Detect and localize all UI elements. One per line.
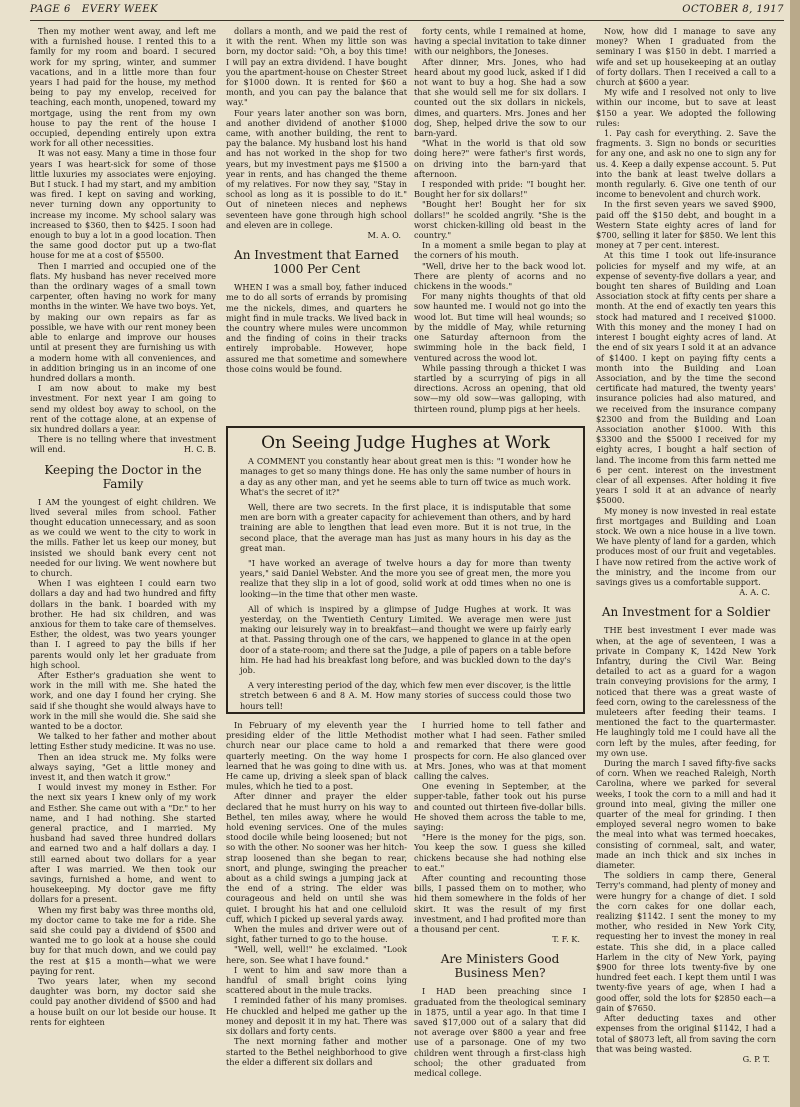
paragraph: A very interesting period of the day, which few men ever discover, is the little stretch between 6 and 8 A. M. How many stories of success could those two hours tell!: [240, 680, 571, 711]
paragraph: In a moment a smile began to play at the corners of his mouth.: [414, 240, 586, 261]
paragraph: "Here is the money for the pigs, son. You keep the sow. I guess she killed chickens because she had nothing else to eat.": [414, 832, 586, 873]
paragraph: The next morning father and mother started to the Bethel neighborhood to give the elder a different six dollars and: [226, 1036, 407, 1067]
column-2-bottom: [226, 720, 407, 1096]
paragraph: During the march I saved fifty-five sacks of corn. When we reached Raleigh, North Carolina, where we parked for several weeks, I took the corn to a mill and had it ground into meal, giving the miller one quarter of the meal for grinding. I then employed several negro women to bake the meal into what was termed hoecakes, consisting of cornmeal, salt, and water, made an inch thick and six inches in diameter.: [596, 758, 776, 871]
paragraph: "I have worked an average of twelve hours a day for more than twenty years," said Daniel Webster. And the more you see of great men, the more you realize that they slip in a lot of good, solid work at odd times when no one is looking—in the time that other men waste.: [240, 558, 571, 599]
paragraph: I hurried home to tell father and mother what I had seen. Father smiled and remarked that there were good prospects for corn. He also glanced over at Mrs. Jones, who was at that moment calling the calves.: [414, 720, 586, 782]
article-heading: Are Ministers Good Business Men?: [440, 952, 560, 981]
paragraph: After Esther's graduation she went to work in the mill with me. She hated the work, and one day I found her crying. She said if she thought she would always have to work in the mill she would die. She said she wanted to be a doctor.: [30, 669, 216, 731]
paragraph: One evening in September, at the supper-table, father took out his purse and counted out thirteen five-dollar bills. He shoved them across the table to me, saying:: [414, 781, 586, 833]
signature: A. A. C.: [739, 587, 770, 598]
paragraph: In February of my eleventh year the presiding elder of the little Methodist church near our place came to hold a quarterly meeting. On the way home I learned that he was going to dine with us. He came up, driving a sleek span of black mules, which he tied to a post.: [226, 720, 407, 792]
paragraph: Well, there are two secrets. In the first place, it is indisputable that some men are born with a greater capacity for achievement than others, and by hard training are able to lengthen that lead even more. But it is not true, in the second place, that the average man has just as many hours in his day as the great man.: [240, 502, 571, 553]
article-heading: Keeping the Doctor in the Family: [44, 462, 202, 491]
paragraph: 1. Pay cash for everything. 2. Save the fragments. 3. Sign no bonds or securities for any one, and ask no one to sign any for us. 4. Keep a daily expense account. 5. Put into the bank at least twelve dollars a month regularly. 6. Give one tenth of our income to benevolent and church work.: [596, 128, 776, 200]
paragraph: Now, how did I manage to save any money? When I graduated from the seminary I was $150 in debt. I married a wife and set up housekeeping at an outlay of forty dollars. Then I received a call to a church at $600 a year.: [596, 26, 776, 88]
signature: T. F. K.: [552, 934, 580, 945]
paragraph: "Bought her! Bought her for six dollars!" he scolded angrily. "She is the worst chicken-killing old beast in the country.": [414, 199, 586, 241]
paragraph: My money is now invested in real estate first mortgages and Building and Loan stock. We own a nice house in a live town. We have plenty of land for a garden, which produces most of our fruit and vegetables. I have now retired from the active work of the ministry, and the income from our savings gives us a comfortable support.: [596, 505, 776, 587]
paragraph: When my first baby was three months old, my doctor came to take me for a ride. She said she could pay a dividend of $500 and wanted me to go look at a house she could buy for that much down, and we could pay the rest at $15 a month—what we were paying for rent.: [30, 904, 216, 976]
paragraph: There is no telling where that investment will end. H. C. B.: [30, 434, 216, 455]
paragraph: I HAD been preaching since I graduated from the theological seminary in 1875, until a year ago. In that time I saved $17,000 out of a salary that did not average over $800 a year and free use of a parsonage. One of my two children went through a first-class high school; the other graduated from medical college.: [414, 986, 586, 1079]
paragraph: When the mules and driver were out of sight, father turned to go to the house.: [226, 924, 407, 945]
page-header: [30, 4, 784, 20]
paragraph: My wife and I resolved not only to live within our income, but to save at least $150 a year. We adopted the following rules:: [596, 87, 776, 128]
paragraph: Then I married and occupied one of the flats. My husband has never received more than the ordinary wages of a small town carpenter, often having no work for many months in the winter. We have two boys. Yet, by making our own repairs as far as possible, we have with our rent money been able to enlarge and improve our houses until at present they are furnishing us with a modern home with all conveniences, and in addition bringing us in an income of one hundred dollars a month.: [30, 260, 216, 383]
paragraph: The soldiers in camp there, General Terry's command, had plenty of money and were hungry for a change of diet. I sold the corn cakes for one dollar each, realizing $1142. I sent the money to my mother, who resided in New York City, requesting her to invest the money in real estate. This she did, in a place called Harlem in the city of New York, paying $900 for three lots twenty-five by one hundred feet each. I kept them until I was twenty-five years of age, when I had a good offer, sold the lots for $2850 each—a gain of $7650.: [596, 870, 776, 1013]
paragraph: WHEN I was a small boy, father induced me to do all sorts of errands by promising me the nickels, dimes, and quarters he might find in mule tracks. We lived back in the country where mules were uncommon and the finding of coins in their tracks entirely improbable. However, hope assured me that sometime and somewhere those coins would be found.: [226, 282, 407, 374]
paragraph: I reminded father of his many promises. He chuckled and helped me gather up the money and deposit it in my hat. There was six dollars and forty cents.: [226, 995, 407, 1037]
paragraph: I am now about to make my best investment. For next year I am going to send my oldest boy away to school, on the rent of the cottage alone, at an expense of six hundred dollars a year.: [30, 383, 216, 434]
paragraph: I responded with pride: "I bought her. Bought her for six dollars!": [414, 179, 586, 200]
paragraph: "What in the world is that old sow doing here?" were father's first words, on driving into the barn-yard that afternoon.: [414, 138, 586, 179]
paragraph: A COMMENT you constantly hear about great men is this: "I wonder how he manages to get so many things done. He has only the same number of hours in a day as any other man, and yet he seems able to turn off twice as much work. What's the secret of it?": [240, 456, 571, 497]
article-heading: An Investment for a Soldier: [601, 605, 771, 620]
paragraph: After dinner, Mrs. Jones, who had heard about my good luck, asked if I did not want to buy a hog. She had a sow that she would sell me for six dollars. I counted out the six dollars in nickels, dimes, and quarters. Mrs. Jones and her dog, Shep, helped drive the sow to our barn-yard.: [414, 56, 586, 139]
column-1: [30, 26, 216, 1096]
magazine-name: EVERY WEEK: [81, 4, 159, 15]
signature: G. P. T.: [742, 1053, 770, 1064]
column-3-bottom: [414, 720, 586, 1096]
column-3: [414, 26, 586, 422]
signature: H. C. B.: [183, 444, 216, 455]
paragraph: After deducting taxes and other expenses from the original $1142, I had a total of $8073 left, all from saving the corn that was being wasted.: [596, 1013, 776, 1054]
boxed-article: [226, 426, 585, 714]
paragraph: Then my mother went away, and left me with a furnished house. I rented this to a family for my room and board. I secured work for my spring, winter, and summer vacations, and in a little more than four years I had paid for the house, my method being to pay my envelop, received for teaching, each month, unopened, toward my mortgage, using the rent from my own house to pay the rent of the house I occupied, depending entirely upon extra work for all other necessities.: [30, 26, 216, 149]
paragraph: THE best investment I ever made was when, at the age of seventeen, I was a private in Company K, 142d New York Infantry, during the Civil War. Being detailed to act as a guard for a wagon train conveying provisions for the army, I noticed that there was a great waste of feed corn, owing to the carelessness of the muleteers after feeding their teams. I mentioned the fact to the quartermaster. He laughingly told me I could have all the corn left by the mules, after feeding, for my own use.: [596, 625, 776, 758]
paragraph: At this time I took out life-insurance policies for myself and my wife, at an expense of seventy-five dollars a year, and bought ten shares of Building and Loan Association stock at fifty cents per share a month. At the end of exactly ten years this stock had matured and I received $1000. With this money and the money I had on interest I bought eighty acres of land. At the end of six years I sold it at an advance of $1400. I kept on paying fifty cents a month into the Building and Loan Association, and by the time the second certificate had matured, the twenty years' insurance policies had also matured, and we received from the insurance company $2300 and from the Building and Loan Association another $1000. With this $3300 and the $5000 I received for my eighty acres, I bought a half section of land. The income from this farm netted me 6 per cent. interest on the investment clear of all expenses. After holding it five years I sold it at an advance of nearly $5000.: [596, 250, 776, 506]
article-heading: An Investment that Earned 1000 Per Cent: [234, 248, 399, 277]
signature: M. A. O.: [367, 230, 401, 241]
page-number: PAGE 6 EVERY WEEK: [30, 4, 159, 15]
paragraph: Four years later another son was born, and another dividend of another $1000 came, with another building, the rent to pay the balance. My husband lost his hand and has not worked in the shop for two years, but my investment pays me $1500 a year in rents, and has changed the theme of my relatives. For now they say, "Stay in school as long as it is possible to do it." Out of nineteen nieces and nephews seventeen have gone through high school and eleven are in college.: [226, 107, 407, 230]
header-rule: [30, 20, 784, 21]
paragraph: dollars a month, and we paid the rest of it with the rent. When my little son was born, my doctor said: "Oh, a boy this time! I will pay an extra dividend. I have bought you the apartment-house on Chester Street for $1000 down. It is rented for $60 a month, and you can pay the balance that way.": [226, 26, 407, 108]
paragraph: Then an idea struck me. My folks were always saying, "Get a little money and invest it, and then watch it grow.": [30, 751, 216, 783]
paragraph: "Well, drive her to the back wood lot. There are plenty of acorns and no chickens in the woods.": [414, 260, 586, 292]
paragraph: Two years later, when my second daughter was born, my doctor said she could pay another dividend of $500 and had a house built on our lot beside our house. It rents for eighteen: [30, 976, 216, 1027]
paragraph: While passing through a thicket I was startled by a scurrying of pigs in all directions. Across an opening, that old sow—my old sow—was galloping, with thirteen round, plump pigs at her heels.: [414, 362, 586, 414]
paragraph: forty cents, while I remained at home, having a special invitation to take dinner with our neighbors, the Joneses.: [414, 26, 586, 57]
paragraph: For many nights thoughts of that old sow haunted me. I would not go into the wood lot. But time will heal wounds; so by the middle of May, while returning one Saturday afternoon from the swimming hole in the back field, I ventured across the wood lot.: [414, 291, 586, 363]
paragraph: After dinner and prayer the elder declared that he must hurry on his way to Bethel, ten miles away, where he would hold evening services. One of the mules stood docile while being loosened; but not so with the other. No sooner was her hitch-strap loosened than she began to rear, snort, and plunge, swinging the preacher about as a child swings a jumping jack at the end of a string. The elder was courageous and held on until she was quiet. I brought his hat and one celluloid cuff, which I picked up several yards away.: [226, 791, 407, 924]
issue-date: OCTOBER 8, 1917: [682, 4, 784, 15]
paragraph: All of which is inspired by a glimpse of Judge Hughes at work. It was yesterday, on the Twentieth Century Limited. We average men were just making our leisurely way in to breakfast—and thought we were up fairly early at that. Passing through one of the cars, we happened to glance in at the open door of a state-room; and there sat the Judge, a pile of papers on a table before him. He had had his breakfast long before, and was buckled down to the day's job.: [240, 603, 571, 676]
page-spine-edge: [790, 0, 800, 1107]
paragraph: I would invest my money in Esther. For the next six years I knew only of my work and Esther. She came out with a "Dr." to her name, and I had nothing. She started general practice, and I married. My husband had saved three hundred dollars and earned two and a half dollars a day. I still earned about two dollars for a year after I was married. We then took our savings, furnished a home, and went to housekeeping. My doctor gave me fifty dollars for a present.: [30, 782, 216, 905]
paragraph: We talked to her father and mother about letting Esther study medicine. It was no use.: [30, 731, 216, 752]
column-4: [596, 26, 776, 1096]
paragraph: In the first seven years we saved $900, paid off the $150 debt, and bought in a Western State eighty acres of land for $700, selling it later for $850. We lent this money at 7 per cent. interest.: [596, 199, 776, 251]
paragraph: I AM the youngest of eight children. We lived several miles from school. Father thought education unnecessary, and as soon as we could we went to the city to work in the mills. Father let us keep our money, but insisted we should bank every cent not needed for our living. We went nowhere but to church.: [30, 496, 216, 578]
paragraph: I went to him and saw more than a handful of small bright coins lying scattered about in the mule tracks.: [226, 964, 407, 996]
box-title: On Seeing Judge Hughes at Work: [261, 433, 550, 453]
paragraph: It was not easy. Many a time in those four years I was heart-sick for some of those little luxuries my associates were enjoying. But I stuck. I had my start, and my ambition was fired. I kept on saving and working, never turning down any opportunity to increase my income. My school salary was increased to $360, then to $425. I soon had enough to buy a lot in a good location. Then the same good doctor put up a two-flat house for me at a cost of $5500.: [30, 148, 216, 261]
paragraph: "Well, well, well!" he exclaimed. "Look here, son. See what I have found.": [226, 944, 407, 965]
column-2: [226, 26, 407, 422]
paragraph: When I was eighteen I could earn two dollars a day and had two hundred and fifty dollars in the bank. I boarded with my brother. He had six children, and was anxious for them to take care of themselves. Esther, the oldest, was two years younger than I. I agreed to pay the bills if her parents would only let her graduate from high school.: [30, 578, 216, 670]
paragraph: After counting and recounting those bills, I passed them on to mother, who hid them somewhere in the folds of her skirt. It was the result of my first investment, and I had profited more than a thousand per cent.: [414, 873, 586, 935]
